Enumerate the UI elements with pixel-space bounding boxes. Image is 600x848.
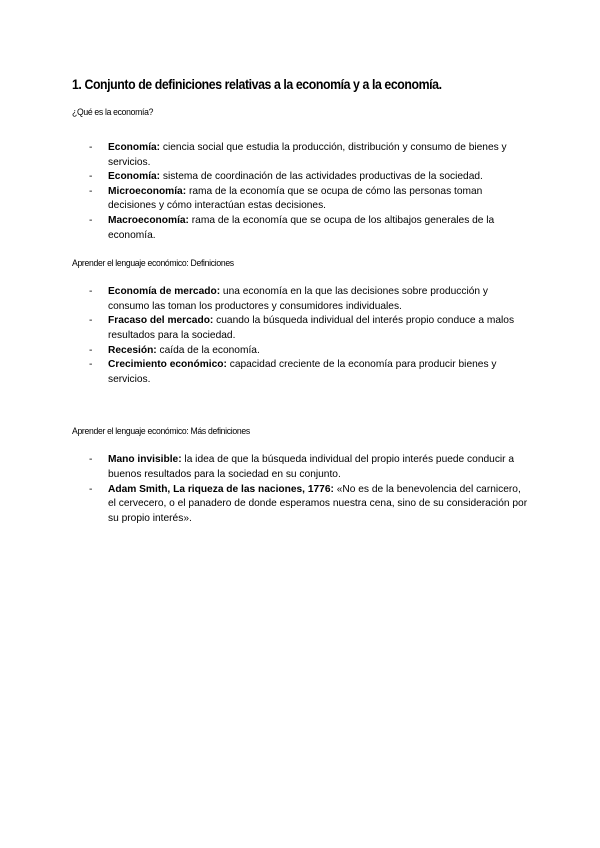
- definition-text: rama de la economía que se ocupa de los altibajos generales de la economía.: [108, 214, 495, 241]
- section-heading-que-es-la-economia: ¿Qué es la economía?: [72, 107, 154, 118]
- definition-term: Adam Smith, La riqueza de las naciones, 1776:: [108, 483, 334, 495]
- definition-text: ciencia social que estudia la producción, distribución y consumo de bienes y servicios.: [108, 142, 507, 168]
- definition-term: Economía de mercado:: [108, 286, 221, 298]
- definition-list: [72, 285, 528, 387]
- list-item: [89, 314, 528, 343]
- document-title: 1. Conjunto de definiciones relativas a la economía y a la economía.: [72, 77, 442, 92]
- list-item: [89, 358, 528, 387]
- definition-list: [72, 141, 528, 243]
- definition-text: caída de la economía.: [156, 344, 260, 356]
- definition-term: Recesión:: [108, 344, 157, 356]
- bullet-dash: -: [89, 185, 93, 197]
- list-item: [89, 483, 528, 527]
- definition-text: sistema de coordinación de las actividades productivas de la sociedad.: [160, 171, 483, 183]
- list-item: [89, 185, 528, 214]
- definition-text: la idea de que la búsqueda individual del propio interés puede conducir a buenos resultados para la sociedad en su conjunto.: [108, 454, 515, 480]
- bullet-dash: -: [89, 315, 93, 327]
- definition-text: capacidad creciente de la economía para producir bienes y servicios.: [108, 359, 497, 385]
- list-item: [89, 214, 528, 243]
- bullet-dash: -: [89, 454, 93, 466]
- list-item: [89, 344, 528, 359]
- definition-term: Crecimiento económico:: [108, 359, 227, 371]
- definition-term: Economía:: [108, 142, 161, 153]
- list-item: [89, 141, 528, 170]
- document-page: [72, 76, 528, 526]
- bullet-dash: -: [89, 214, 93, 226]
- definition-term: Microeconomía:: [108, 185, 187, 197]
- bullet-dash: -: [89, 142, 93, 153]
- bullet-dash: -: [89, 171, 93, 183]
- definition-term: Fracaso del mercado:: [108, 315, 214, 327]
- definition-term: Mano invisible:: [108, 454, 182, 466]
- bullet-dash: -: [89, 344, 93, 356]
- bullet-dash: -: [89, 286, 93, 298]
- list-item: [89, 285, 528, 314]
- list-item: [89, 170, 528, 185]
- definition-term: Macroeconomía:: [108, 214, 189, 226]
- definition-text: cuando la búsqueda individual del interés propio conduce a malos resultados para la sociedad.: [108, 315, 515, 341]
- definition-text: una economía en la que las decisiones sobre producción y consumo las toman los productores y consumidores individuales.: [108, 286, 488, 312]
- section-heading-definiciones: Aprender el lenguaje económico: Definiciones: [72, 258, 234, 270]
- definition-list: [72, 453, 528, 526]
- section-heading-mas-definiciones: Aprender el lenguaje económico: Más definiciones: [72, 426, 250, 438]
- definition-text: «No es de la benevolencia del carnicero, el cervecero, o el panadero de donde esperamos nuestra cena, sino de su consideración por su propio interés».: [108, 483, 528, 524]
- bullet-dash: -: [89, 359, 93, 371]
- definition-text: rama de la economía que se ocupa de cómo las personas toman decisiones y cómo interactúan estas decisiones.: [108, 185, 483, 212]
- list-item: [89, 453, 528, 482]
- bullet-dash: -: [89, 483, 93, 495]
- definition-term: Economía:: [108, 171, 161, 183]
